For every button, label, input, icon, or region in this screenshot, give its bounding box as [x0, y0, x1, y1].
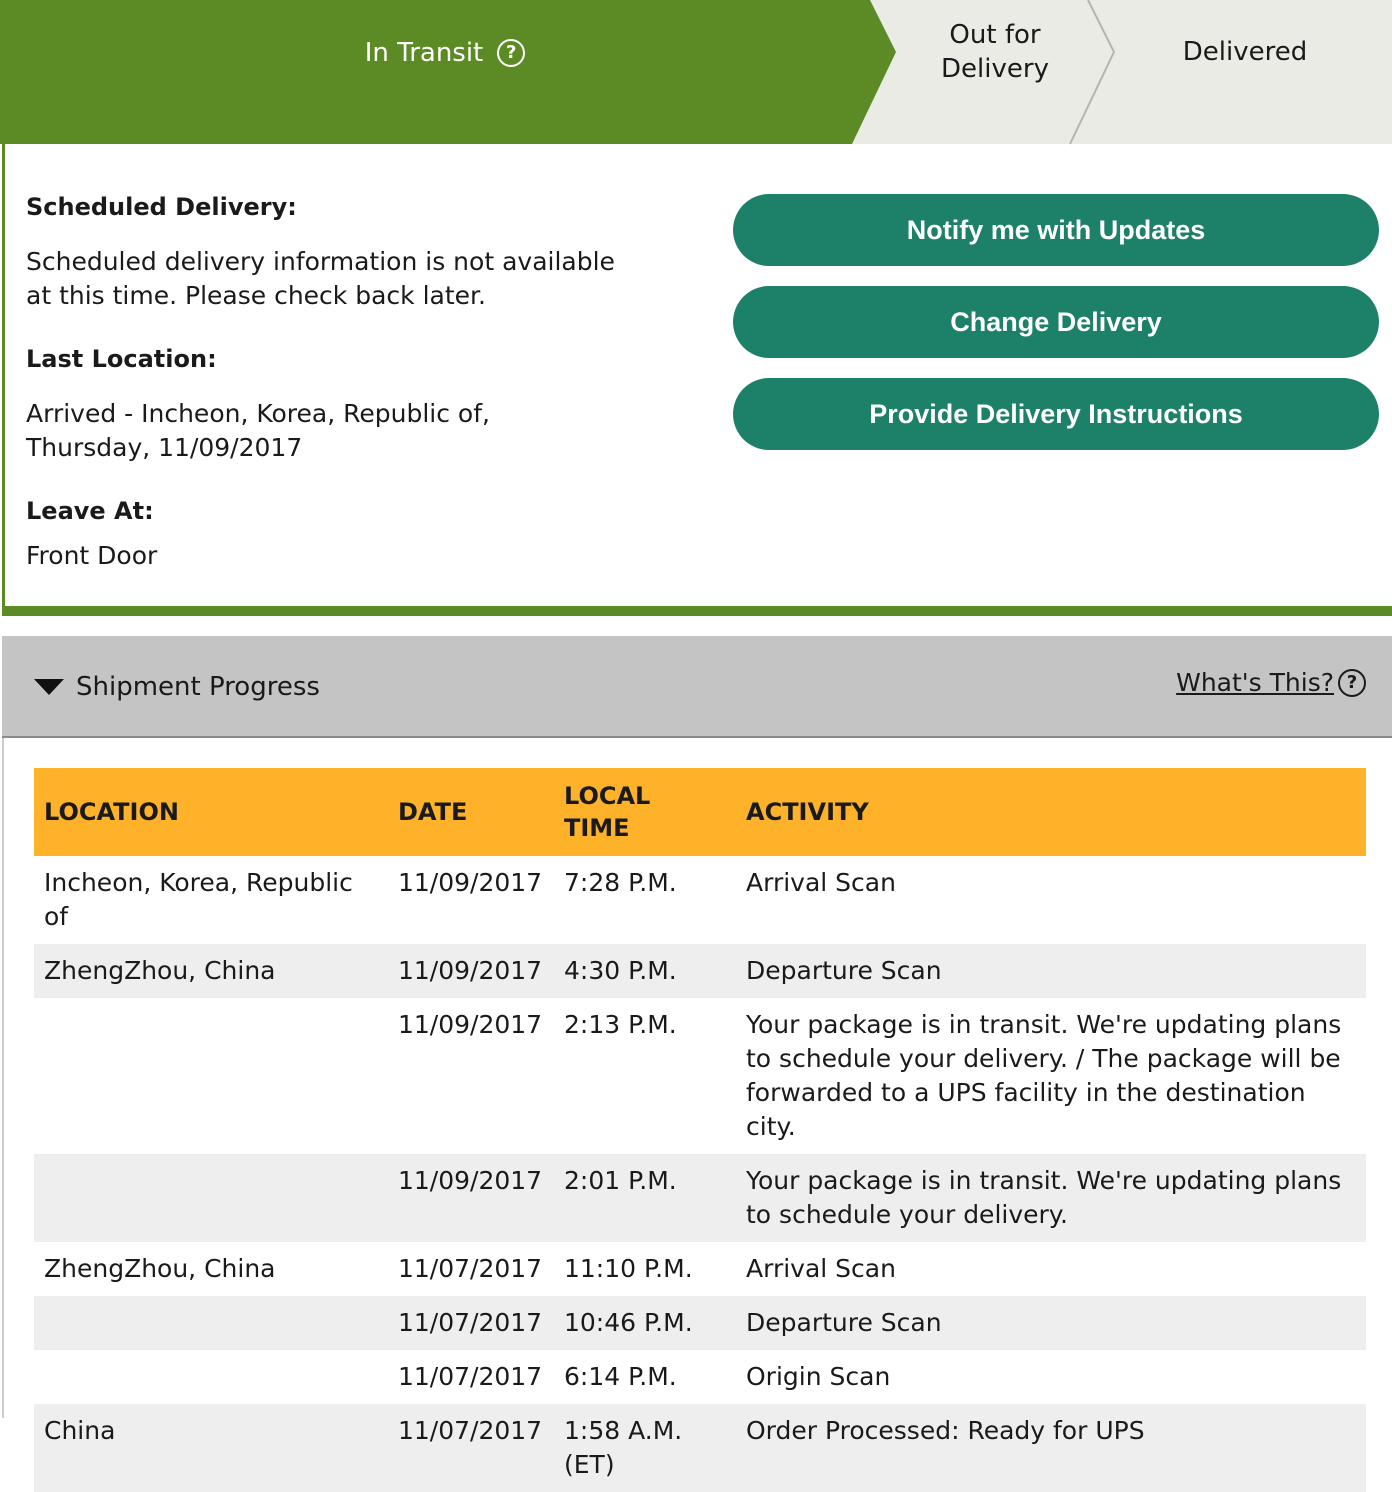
column-header-activity: ACTIVITY	[746, 798, 869, 826]
table-row	[34, 1296, 1366, 1350]
cell-location: ZhengZhou, China	[44, 956, 276, 985]
progress-step-out-for-delivery: Out for Delivery	[941, 20, 1049, 84]
table-row	[34, 1154, 1366, 1242]
progress-step-in-transit	[300, 36, 590, 70]
cell-date: 11/07/2017	[398, 1254, 543, 1283]
progress-chevrons	[0, 0, 1392, 144]
cell-time: 6:14 P.M.	[564, 1362, 677, 1391]
cell-date: 11/07/2017	[398, 1362, 543, 1391]
notify-updates-button[interactable]: Notify me with Updates	[733, 194, 1379, 266]
scheduled-delivery-text: Scheduled delivery information is not available at this time. Please check back later.	[26, 247, 615, 310]
cell-activity: Arrival Scan	[746, 868, 896, 897]
shipment-progress-toggle[interactable]	[34, 672, 320, 702]
cell-location	[34, 1154, 388, 1242]
help-icon[interactable]: ?	[497, 39, 525, 67]
caret-down-icon	[34, 679, 64, 695]
cell-date: 11/09/2017	[398, 956, 543, 985]
last-location-line1: Arrived - Incheon, Korea, Republic of,	[26, 399, 490, 428]
table-row	[34, 1404, 1366, 1492]
cell-location	[34, 1350, 388, 1404]
column-header-date: DATE	[398, 798, 468, 826]
leave-at-value: Front Door	[26, 541, 158, 570]
delivery-instructions-button[interactable]: Provide Delivery Instructions	[733, 378, 1379, 450]
help-icon[interactable]: ?	[1338, 669, 1366, 697]
cell-location: China	[44, 1416, 116, 1445]
cell-activity: Arrival Scan	[746, 1254, 896, 1283]
cell-activity: Departure Scan	[746, 956, 942, 985]
column-header-local-time	[554, 768, 736, 856]
cell-location: Incheon, Korea, Republic of	[44, 868, 353, 931]
column-header-local-time-text: LOCAL TIME	[564, 782, 651, 842]
delivery-progress-tracker	[0, 0, 1392, 144]
cell-time: 2:01 P.M.	[564, 1166, 677, 1195]
cell-location: ZhengZhou, China	[44, 1254, 276, 1283]
shipment-progress-header	[2, 636, 1392, 738]
progress-step-in-transit-shape	[0, 0, 896, 144]
cell-location	[34, 998, 388, 1154]
cell-activity: Departure Scan	[746, 1308, 942, 1337]
progress-step-delivered: Delivered	[1182, 37, 1308, 67]
delivery-details-panel	[2, 144, 1392, 616]
table-row	[34, 856, 1366, 944]
table-row	[34, 1242, 1366, 1296]
cell-time: 4:30 P.M.	[564, 956, 677, 985]
whats-this-link-group[interactable]	[1176, 668, 1366, 697]
leave-at-label: Leave At:	[26, 497, 154, 525]
cell-date: 11/09/2017	[398, 1010, 543, 1039]
cell-date: 11/09/2017	[398, 868, 543, 897]
shipment-progress-table	[34, 768, 1366, 1492]
last-location-label: Last Location:	[26, 345, 217, 373]
table-row	[34, 944, 1366, 998]
cell-time: 7:28 P.M.	[564, 868, 677, 897]
cell-activity: Order Processed: Ready for UPS	[746, 1416, 1145, 1445]
column-header-location: LOCATION	[44, 798, 179, 826]
table-header-row	[34, 768, 1366, 856]
cell-time: 2:13 P.M.	[564, 1010, 677, 1039]
last-location-line2: Thursday, 11/09/2017	[26, 433, 303, 462]
cell-activity: Your package is in transit. We're updating plans to schedule your delivery.	[746, 1166, 1342, 1229]
cell-time: 1:58 A.M. (ET)	[564, 1416, 683, 1479]
shipment-progress-title: Shipment Progress	[76, 672, 320, 702]
table-row	[34, 998, 1366, 1154]
cell-date: 11/07/2017	[398, 1416, 543, 1445]
change-delivery-button[interactable]: Change Delivery	[733, 286, 1379, 358]
cell-activity: Origin Scan	[746, 1362, 891, 1391]
progress-step-label: In Transit	[364, 38, 484, 68]
cell-location	[34, 1296, 388, 1350]
scheduled-delivery-label: Scheduled Delivery:	[26, 193, 297, 221]
cell-activity: Your package is in transit. We're updating plans to schedule your delivery. / The package will be forwarded to a UPS facility in the destination city.	[746, 1010, 1342, 1141]
cell-date: 11/07/2017	[398, 1308, 543, 1337]
cell-time: 10:46 P.M.	[564, 1308, 693, 1337]
whats-this-link[interactable]: What's This?	[1176, 668, 1334, 697]
table-row	[34, 1350, 1366, 1404]
cell-time: 11:10 P.M.	[564, 1254, 693, 1283]
cell-date: 11/09/2017	[398, 1166, 543, 1195]
